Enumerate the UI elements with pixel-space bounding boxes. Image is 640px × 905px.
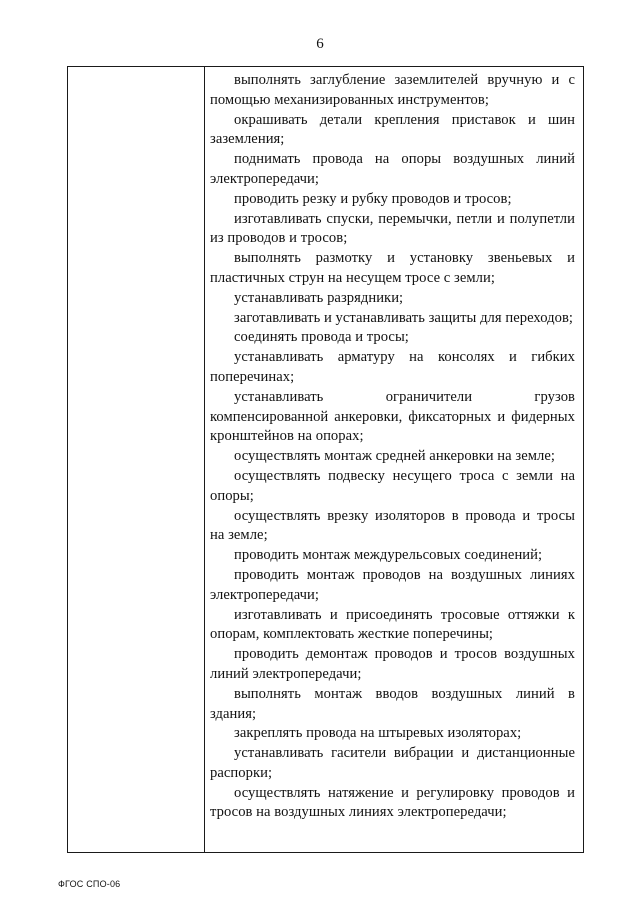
page-number: 6 [316,36,324,52]
requirements-table [67,66,584,853]
list-item: устанавливать ограничители грузов компенсированной анкеровки, фиксаторных и фидерных кронштейнов на опорах; [210,388,575,445]
list-item: проводить монтаж проводов на воздушных линиях электропередачи; [210,566,575,603]
list-item: изготавливать спуски, перемычки, петли и полупетли из проводов и тросов; [210,210,575,247]
list-item: устанавливать гасители вибрации и дистанционные распорки; [210,745,575,781]
list-item: осуществлять врезку изоляторов в провода и тросы на земле; [210,507,575,544]
list-item: окрашивать детали крепления приставок и шин заземления; [210,111,575,148]
list-item: проводить демонтаж проводов и тросов воздушных линий электропередачи; [210,646,575,682]
list-item: соединять провода и тросы; [234,329,409,346]
list-item: закреплять провода на штыревых изоляторах; [234,725,522,742]
list-item: осуществлять монтаж средней анкеровки на земле; [234,448,555,465]
column-divider [204,67,205,852]
list-item: осуществлять подвеску несущего троса с земли на опоры; [210,467,575,504]
footer-code: ФГОС СПО-06 [58,879,121,889]
list-item: проводить монтаж междурельсовых соединений; [234,547,543,564]
list-item: выполнять монтаж вводов воздушных линий в здания; [210,685,575,722]
list-item: выполнять заглубление заземлителей вручную и с помощью механизированных инструментов; [210,72,575,108]
list-item: осуществлять натяжение и регулировку проводов и тросов на воздушных линиях электропередачи; [210,784,575,821]
list-item: изготавливать и присоединять тросовые оттяжки к опорам, комплектовать жесткие поперечины; [210,606,575,643]
list-item: проводить резку и рубку проводов и тросов; [234,190,512,207]
list-item: устанавливать разрядники; [234,289,404,306]
list-item: выполнять размотку и установку звеньевых и пластичных струн на несущем тросе с земли; [210,250,575,286]
list-item: поднимать провода на опоры воздушных линий электропередачи; [210,151,575,187]
list-item: устанавливать арматуру на консолях и гибких поперечинах; [210,349,575,385]
list-item: заготавливать и устанавливать защиты для переходов; [234,309,573,326]
table-right-cell [210,71,575,823]
